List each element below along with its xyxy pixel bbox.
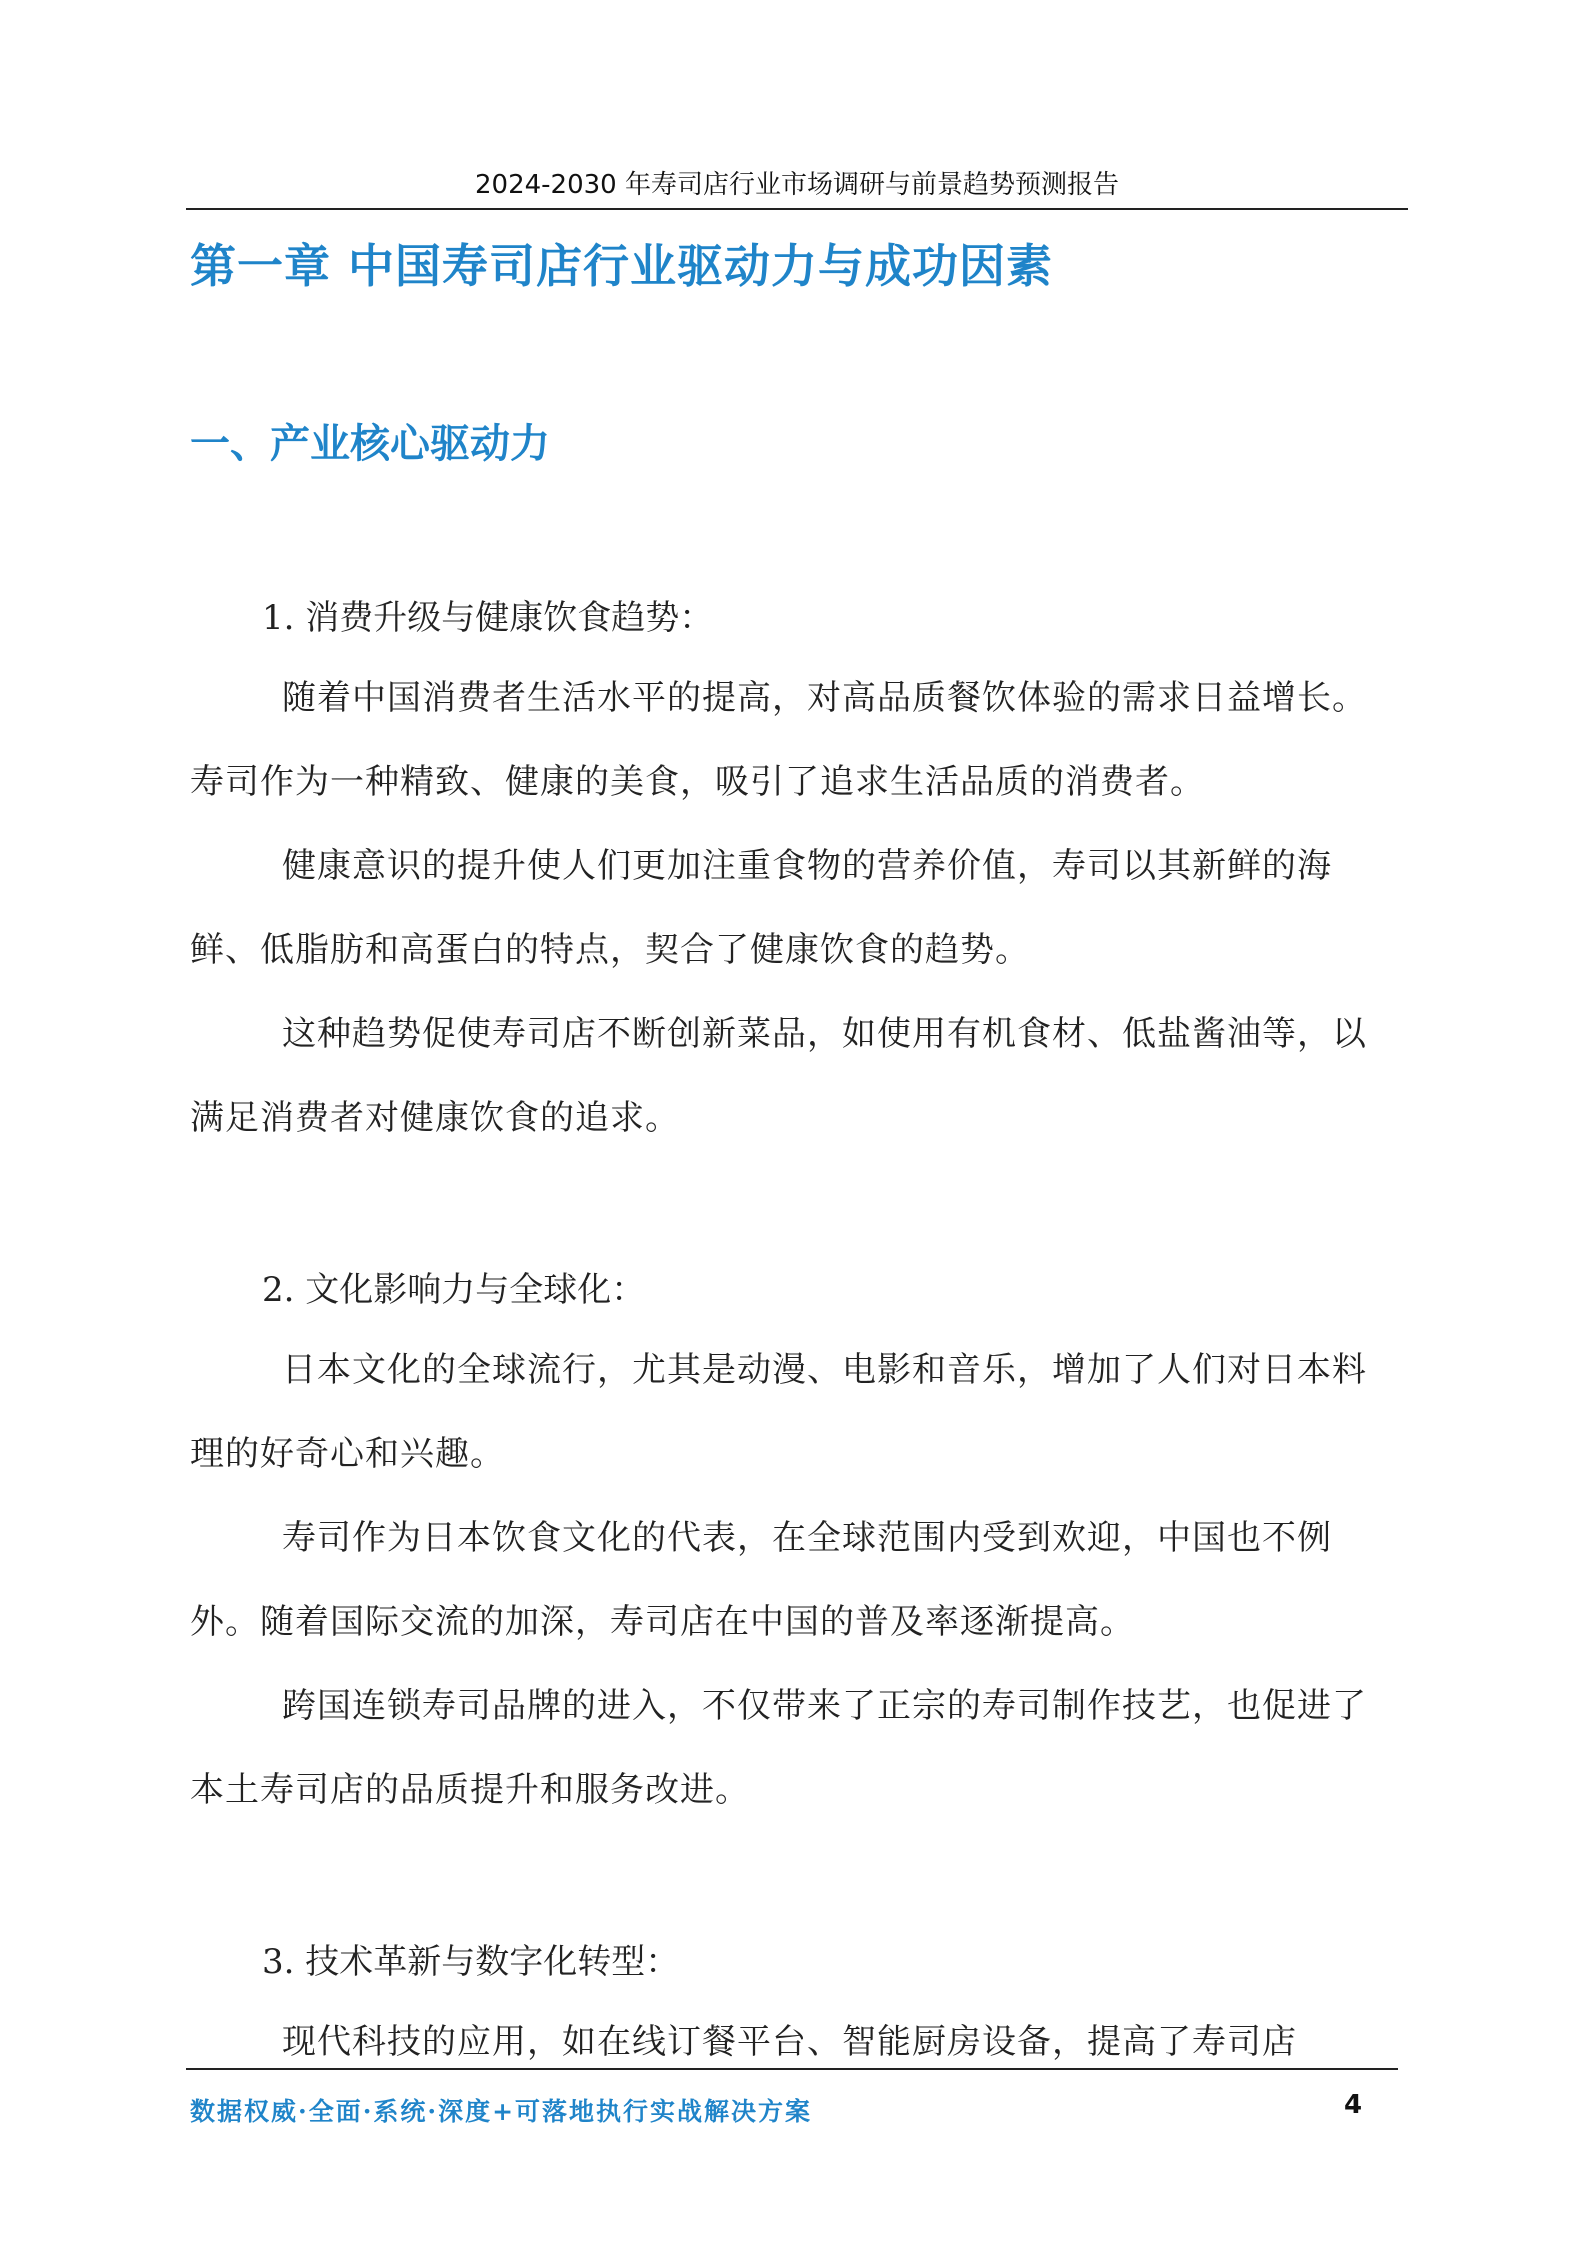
item-heading-consumption: 1. 消费升级与健康饮食趋势： [262, 598, 714, 638]
paragraph: 跨国连锁寿司品牌的进入，不仅带来了正宗的寿司制作技艺，也促进了本土寿司店的品质提升和服务改进。 [190, 1686, 1367, 1810]
paragraph: 随着中国消费者生活水平的提高，对高品质餐饮体验的需求日益增长。寿司作为一种精致、健康的美食，吸引了追求生活品质的消费者。 [190, 678, 1367, 802]
paragraph: 日本文化的全球流行，尤其是动漫、电影和音乐，增加了人们对日本料理的好奇心和兴趣。 [190, 1350, 1367, 1474]
paragraph: 这种趋势促使寿司店不断创新菜品，如使用有机食材、低盐酱油等，以满足消费者对健康饮食的追求。 [190, 1014, 1367, 1138]
paragraph: 寿司作为日本饮食文化的代表，在全球范围内受到欢迎，中国也不例外。随着国际交流的加深，寿司店在中国的普及率逐渐提高。 [190, 1518, 1332, 1642]
section-title: 一、产业核心驱动力 [190, 421, 550, 467]
item-heading-technology: 3. 技术革新与数字化转型： [262, 1942, 680, 1982]
chapter-title: 第一章 中国寿司店行业驱动力与成功因素 [190, 239, 1054, 293]
paragraph: 现代科技的应用，如在线订餐平台、智能厨房设备，提高了寿司店 [282, 2022, 1297, 2062]
footer-divider [186, 2068, 1398, 2070]
footer-slogan: 数据权威·全面·系统·深度+可落地执行实战解决方案 [190, 2097, 813, 2126]
paragraph: 健康意识的提升使人们更加注重食物的营养价值，寿司以其新鲜的海鲜、低脂肪和高蛋白的特点，契合了健康饮食的趋势。 [190, 846, 1332, 970]
item-heading-culture: 2. 文化影响力与全球化： [262, 1270, 646, 1310]
page-number: 4 [1344, 2090, 1363, 2120]
report-header-title: 2024-2030 年寿司店行业市场调研与前景趋势预测报告 [475, 170, 1119, 200]
header-divider [186, 208, 1408, 210]
